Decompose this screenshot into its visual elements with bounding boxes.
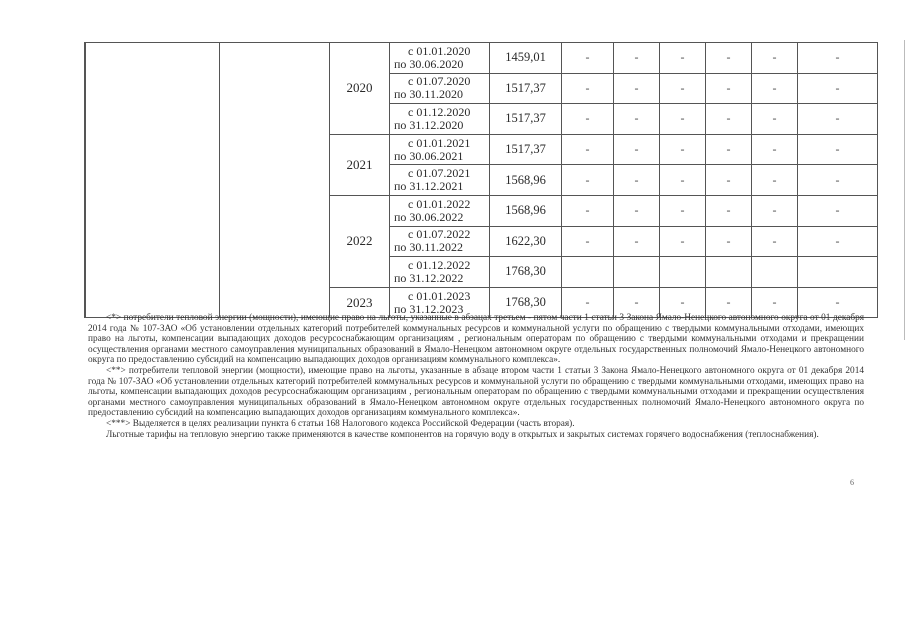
dash-cell: - [614, 134, 660, 165]
dash-cell: - [562, 43, 614, 74]
dash-cell [614, 257, 660, 288]
dash-cell: - [798, 165, 878, 196]
footnote-3: <***> Выделяется в целях реализации пункта 6 статьи 168 Налогового кодекса Российской Федерации (часть вторая). [106, 418, 575, 429]
dash-cell: - [706, 287, 752, 318]
period-cell [390, 226, 490, 257]
period-to: по 31.12.2023 [394, 301, 464, 316]
dash-cell [660, 257, 706, 288]
tariff-value: 1517,37 [490, 73, 562, 104]
dash-cell: - [614, 195, 660, 226]
tariff-value: 1768,30 [490, 257, 562, 288]
dash-cell: - [706, 43, 752, 74]
dash-cell: - [660, 287, 706, 318]
tariff-value: 1568,96 [490, 195, 562, 226]
dash-cell: - [614, 165, 660, 196]
period-to: по 30.06.2021 [394, 148, 464, 163]
dash-cell: - [752, 165, 798, 196]
period-to: по 30.06.2020 [394, 56, 464, 71]
period-cell [390, 257, 490, 288]
dash-cell: - [798, 43, 878, 74]
dash-cell: - [562, 195, 614, 226]
period-from: с 01.01.2022 [408, 196, 471, 211]
dash-cell: - [752, 43, 798, 74]
dash-cell: - [706, 165, 752, 196]
dash-cell: - [798, 134, 878, 165]
dash-cell: - [660, 104, 706, 135]
tariff-value: 1568,96 [490, 165, 562, 196]
period-to: по 31.12.2022 [394, 270, 464, 285]
dash-cell: - [798, 104, 878, 135]
dash-cell: - [752, 104, 798, 135]
period-from: с 01.12.2020 [408, 104, 471, 119]
year-cell: 2021 [330, 134, 390, 195]
footnote-4: Льготные тарифы на тепловую энергию также применяются в качестве компонентов на горячую воду в открытых и закрытых системах горячего водоснабжения (теплоснабжения). [106, 429, 819, 440]
dash-cell: - [706, 73, 752, 104]
year-cell: 2023 [330, 287, 390, 318]
tariff-value: 1768,30 [490, 287, 562, 318]
page-mark: 6 [850, 478, 854, 487]
period-to: по 31.12.2021 [394, 179, 464, 194]
dash-cell: - [614, 287, 660, 318]
period-cell [390, 73, 490, 104]
blank-cell [86, 43, 220, 318]
period-from: с 01.01.2023 [408, 288, 471, 303]
dash-cell: - [706, 195, 752, 226]
period-from: с 01.12.2022 [408, 257, 471, 272]
period-from: с 01.07.2022 [408, 227, 471, 242]
period-cell [390, 134, 490, 165]
period-cell [390, 195, 490, 226]
tariff-value: 1459,01 [490, 43, 562, 74]
footnotes [88, 313, 864, 440]
dash-cell [752, 257, 798, 288]
tariff-value: 1517,37 [490, 134, 562, 165]
period-from: с 01.01.2021 [408, 135, 471, 150]
dash-cell: - [706, 134, 752, 165]
dash-cell: - [752, 287, 798, 318]
period-from: с 01.07.2020 [408, 74, 471, 89]
tariff-table [84, 42, 878, 318]
tariff-value: 1517,37 [490, 104, 562, 135]
period-cell [390, 165, 490, 196]
year-cell: 2020 [330, 43, 390, 135]
dash-cell: - [562, 73, 614, 104]
dash-cell: - [798, 287, 878, 318]
dash-cell: - [614, 43, 660, 74]
dash-cell [706, 257, 752, 288]
dash-cell: - [562, 165, 614, 196]
period-to: по 30.06.2022 [394, 209, 464, 224]
dash-cell: - [798, 195, 878, 226]
dash-cell: - [660, 43, 706, 74]
dash-cell: - [660, 165, 706, 196]
dash-cell: - [752, 226, 798, 257]
dash-cell: - [798, 73, 878, 104]
dash-cell: - [660, 73, 706, 104]
dash-cell: - [562, 134, 614, 165]
dash-cell [798, 257, 878, 288]
dash-cell: - [562, 287, 614, 318]
dash-cell: - [752, 195, 798, 226]
dash-cell: - [798, 226, 878, 257]
footnote-2: <**> потребители тепловой энергии (мощности), имеющие право на льготы, указанные в абзаце втором части 1 статьи 3 Закона Ямало-Ненецкого автономного округа от 01 декабря 2014 года № 107-ЗАО «Об установлении отдельных категорий потребителей коммунальных ресурсов и коммунальной услуги по обращению с твердыми коммунальными отходами, имеющих право на льготы, компенсации выпадающих доходов ресурсоснабжающим организациям , региональным операторам по обращению с твердыми коммунальными отходами и прекращении осуществления органами местного самоуправления муниципальных образований в Ямало-Ненецком автономном округе отдельных государственных полномочий Ямало-Ненецкого автономного округа по предоставлению субсидий на компенсацию выпадающих доходов организациям коммунального комплекса». [88, 365, 864, 419]
dash-cell: - [660, 195, 706, 226]
period-to: по 30.11.2020 [394, 87, 463, 102]
footnote-1: <*> потребители тепловой энергии (мощности), имеющие право на льготы, указанные в абзацах третьем - пятом части 1 статьи 3 Закона Ямало-Ненецкого автономного округа от 01 декабря 2014 года № 107-ЗАО «Об установлении отдельных категорий потребителей коммунальных ресурсов и коммунальной услуги по обращению с твердыми коммунальными отходами, имеющих право на льготы, компенсации выпадающих доходов ресурсоснабжающим организациям , региональным операторам по обращению с твердыми коммунальными отходами и прекращении осуществления органами местного самоуправления муниципальных образований в Ямало-Ненецком автономном округе отдельных государственных полномочий Ямало-Ненецкого автономного округа по предоставлению субсидий на компенсацию выпадающих доходов организациям коммунального комплекса». [88, 313, 864, 366]
period-cell [390, 43, 490, 74]
dash-cell: - [562, 104, 614, 135]
dash-cell: - [614, 73, 660, 104]
period-from: с 01.01.2020 [408, 43, 471, 58]
dash-cell: - [752, 134, 798, 165]
dash-cell: - [706, 104, 752, 135]
year-cell: 2022 [330, 195, 390, 287]
table-row [85, 43, 878, 74]
dash-cell [562, 257, 614, 288]
period-from: с 01.07.2021 [408, 166, 471, 181]
dash-cell: - [660, 226, 706, 257]
blank-cell [220, 43, 330, 318]
period-cell [390, 104, 490, 135]
dash-cell: - [752, 73, 798, 104]
period-to: по 31.12.2020 [394, 117, 464, 132]
period-to: по 30.11.2022 [394, 240, 463, 255]
dash-cell: - [614, 104, 660, 135]
dash-cell: - [706, 226, 752, 257]
dash-cell: - [660, 134, 706, 165]
tariff-value: 1622,30 [490, 226, 562, 257]
dash-cell: - [614, 226, 660, 257]
dash-cell: - [562, 226, 614, 257]
